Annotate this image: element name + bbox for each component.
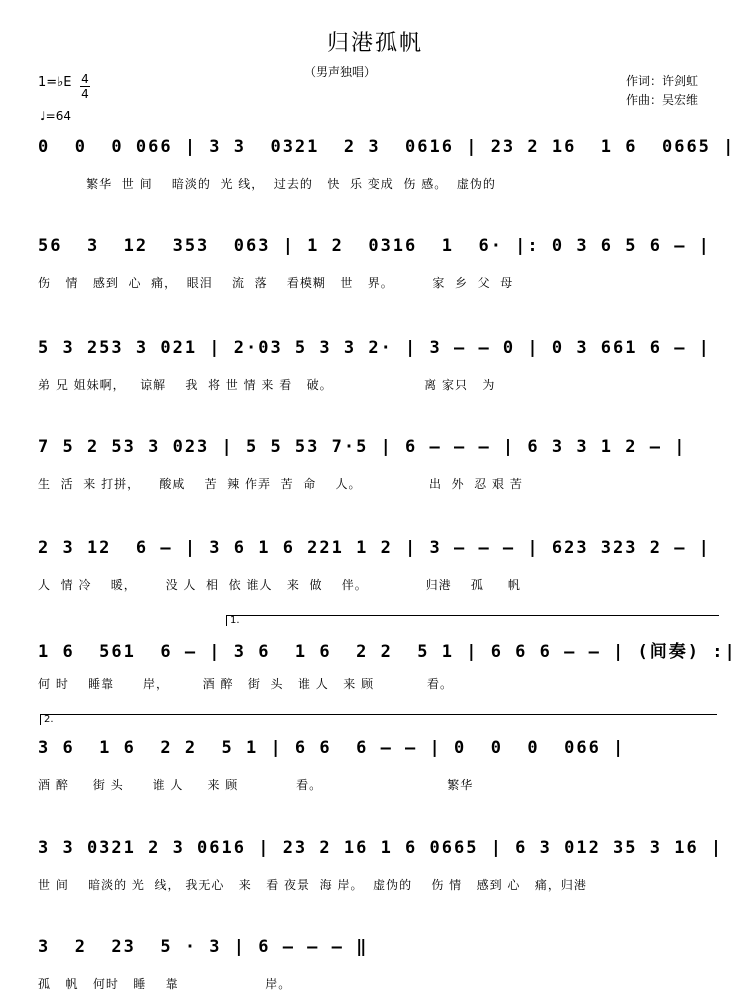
lyric-line: 酒 醉 街 头 谁 人 来 顾 看。 繁华 <box>38 778 474 792</box>
notation-line: 3 2 23 5 · 3 | 6 — — — ‖ <box>38 937 369 957</box>
time-signature-top: 4 <box>81 72 89 86</box>
notation-line: 0 0 0 066 | 3 3 0321 2 3 0616 | 23 2 16 1 6 0665 | <box>38 137 736 157</box>
key-signature: 1=♭E <box>38 75 72 90</box>
time-signature-bottom: 4 <box>81 87 89 101</box>
notation-line: 1 6 561 6 — | 3 6 1 6 2 2 5 1 | 6 6 6 — — | (间奏) :| <box>38 642 737 662</box>
first-ending-bracket <box>226 615 719 626</box>
first-ending-label: 1. <box>230 615 240 626</box>
tempo-marking: ♩=64 <box>40 109 71 123</box>
second-ending-bracket <box>40 714 717 725</box>
time-signature <box>80 72 90 101</box>
lyric-line: 何 时 睡靠 岸， 酒 醉 街 头 谁 人 来 顾 看。 <box>38 677 454 691</box>
notation-line: 5 3 253 3 021 | 2·03 5 3 3 2· | 3 — — 0 | 0 3 661 6 — | <box>38 338 711 358</box>
song-subtitle: （男声独唱） <box>303 65 376 79</box>
lyric-line: 孤 帆 何时 睡 靠 岸。 <box>38 977 292 991</box>
second-ending-label: 2. <box>44 714 54 725</box>
lyricist-credit: 作词：许剑虹 <box>626 74 699 88</box>
lyric-line: 伤 情 感到 心 痛， 眼泪 流 落 看模糊 世 界。 家 乡 父 母 <box>38 276 514 290</box>
lyric-line: 世 间 暗淡的 光 线， 我无心 来 看 夜景 海 岸。 虚伪的 伤 情 感到 心 痛，归港 <box>38 878 587 892</box>
notation-line: 3 6 1 6 2 2 5 1 | 6 6 6 — — | 0 0 0 066 | <box>38 738 626 758</box>
song-title: 归港孤帆 <box>326 31 423 56</box>
lyric-line: 人 情 冷 暖， 没 人 相 依 谁人 来 做 伴。 归港 孤 帆 <box>38 578 521 592</box>
lyric-line: 生 活 来 打拼， 酸咸 苦 辣 作弄 苦 命 人。 出 外 忍 艰 苦 <box>38 477 523 491</box>
notation-line: 2 3 12 6 — | 3 6 1 6 221 1 2 | 3 — — — | 623 323 2 — | <box>38 538 711 558</box>
composer-credit: 作曲：吴宏维 <box>626 93 699 107</box>
notation-line: 56 3 12 353 063 | 1 2 0316 1 6· |: 0 3 6 5 6 — | <box>38 236 711 256</box>
lyric-line: 弟 兄 姐妹啊， 谅解 我 将 世 情 来 看 破。 离 家只 为 <box>38 378 496 392</box>
notation-line: 7 5 2 53 3 023 | 5 5 53 7·5 | 6 — — — | 6 3 3 1 2 — | <box>38 437 687 457</box>
lyric-line: 繁华 世 间 暗淡的 光 线， 过去的 快 乐 变成 伤 感。 虚伪的 <box>38 177 496 191</box>
notation-line: 3 3 0321 2 3 0616 | 23 2 16 1 6 0665 | 6 3 012 35 3 16 | <box>38 838 724 858</box>
